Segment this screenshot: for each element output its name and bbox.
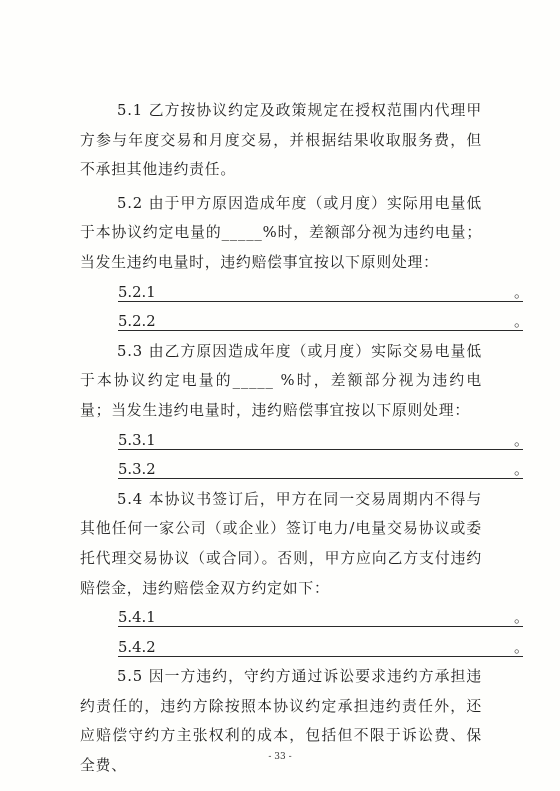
blank-line: [118, 301, 523, 302]
item-number: 5.4.2: [118, 638, 156, 656]
item-end-mark: 。: [514, 638, 529, 656]
item-number: 5.4.1: [118, 609, 156, 627]
blank-line: [118, 656, 523, 657]
item-end-mark: 。: [514, 609, 529, 627]
blank-line: [118, 478, 523, 479]
clause-5-4-1: [80, 603, 529, 633]
clause-5-2-1: [80, 278, 529, 308]
item-number: 5.3.2: [118, 461, 156, 479]
blank-line: [118, 626, 523, 627]
page-content: [80, 96, 529, 781]
clause-5-4: 5.4 本协议书签订后，甲方在同一交易周期内不得与其他任何一家公司（或企业）签订电力/电量交易协议或委托代理交易协议（或合同）。否则，甲方应向乙方支付违约赔偿金，违约赔偿金双方约定如下：: [80, 490, 482, 597]
blank-line: [118, 449, 523, 450]
clause-5-3-2: [80, 455, 529, 485]
item-end-mark: 。: [514, 283, 529, 301]
clause-5-3-1: [80, 426, 529, 456]
clause-5-3: 5.3 由乙方原因造成年度（或月度）实际交易电量低于本协议约定电量的_____ %时，差额部分视为违约电量；当发生违约电量时，违约赔偿事宜按以下原则处理：: [80, 342, 482, 419]
item-end-mark: 。: [514, 431, 529, 449]
clause-5-5: 5.5 因一方违约，守约方通过诉讼要求违约方承担违约责任的，违约方除按照本协议约定承担违约责任外，还应赔偿守约方主张权利的成本，包括但不限于诉讼费、保全费、: [80, 668, 482, 775]
blank-line: [118, 330, 523, 331]
clause-5-2: 5.2 由于甲方原因造成年度（或月度）实际用电量低于本协议约定电量的_____%时，差额部分视为违约电量；当发生违约电量时，违约赔偿事宜按以下原则处理：: [80, 194, 482, 271]
item-end-mark: 。: [514, 461, 529, 479]
item-end-mark: 。: [514, 313, 529, 331]
item-number: 5.2.1: [118, 283, 156, 301]
clause-5-1: 5.1 乙方按协议约定及政策规定在授权范围内代理甲方参与年度交易和月度交易，并根据结果收取服务费，但不承担其他违约责任。: [80, 102, 482, 179]
item-number: 5.3.1: [118, 431, 156, 449]
clause-5-4-2: [80, 633, 529, 663]
clause-5-2-2: [80, 307, 529, 337]
item-number: 5.2.2: [118, 313, 156, 331]
page-number: - 33 -: [268, 752, 292, 762]
